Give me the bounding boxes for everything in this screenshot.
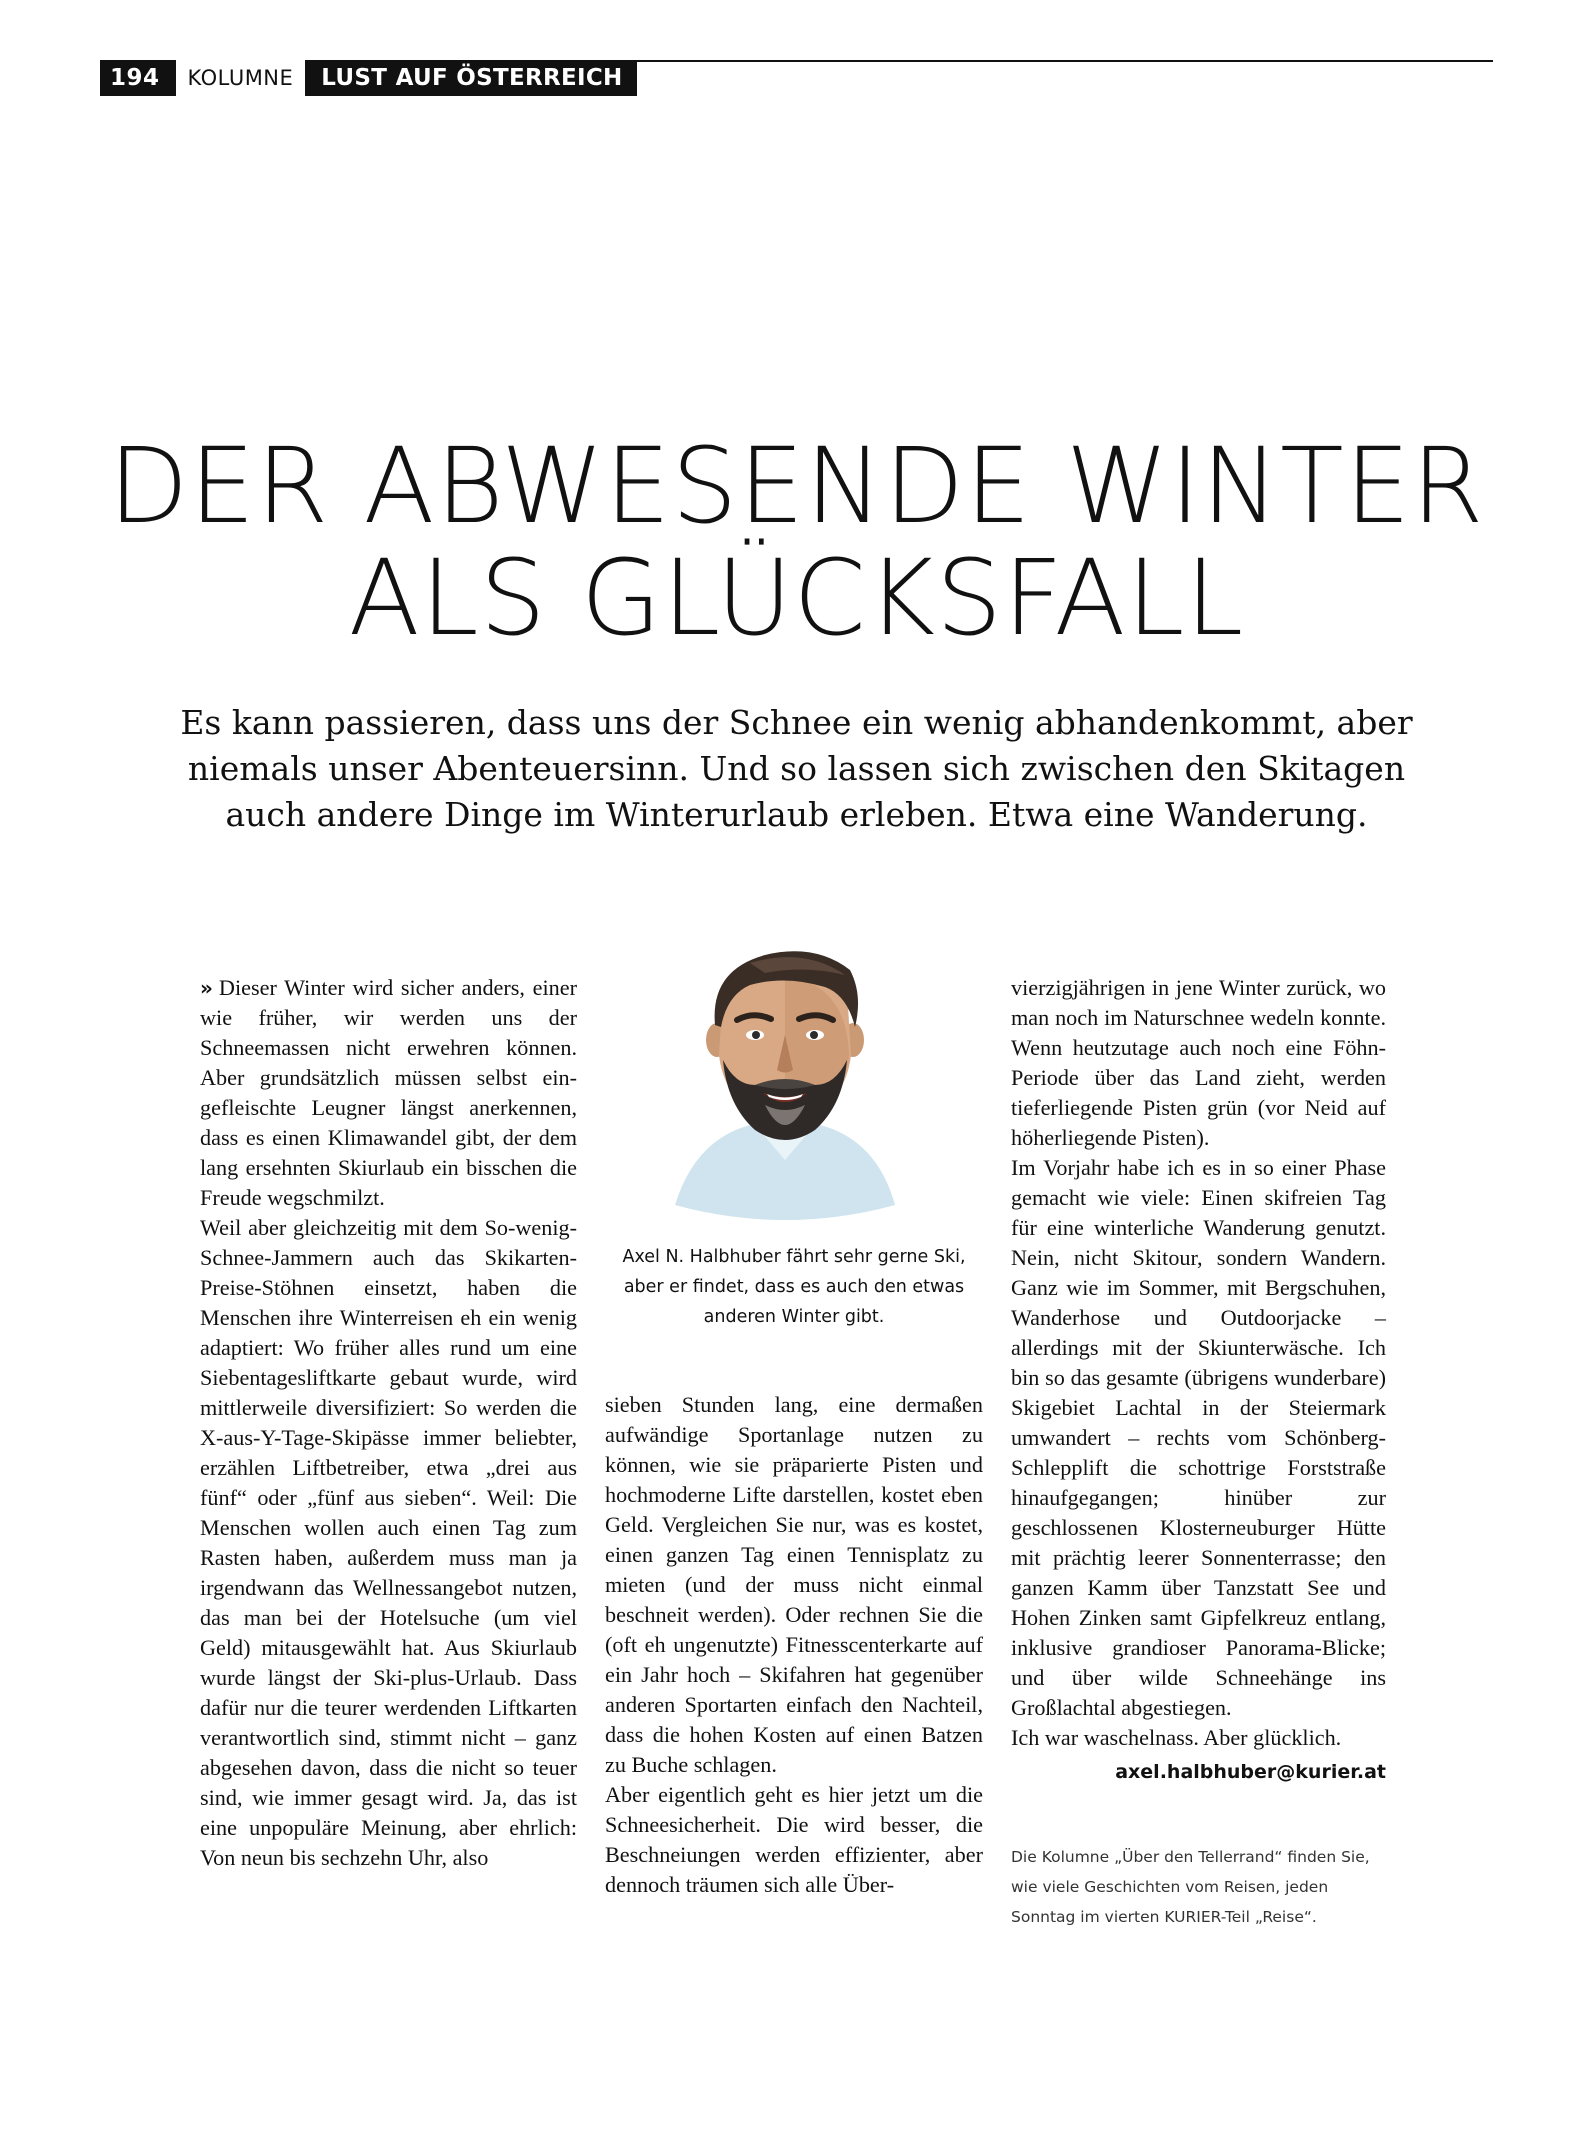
column-footnote: Die Kolumne „Über den Tellerrand“ finden Sie, wie viele Geschichten vom Reisen, jeden Sonntag im vierten KURIER-Teil „Reise“. [1011,1848,1370,1926]
headline-line-1: DER ABWESENDE WINTER [108,425,1485,547]
page-header [100,60,637,96]
intro-marker: » [200,976,213,1000]
article-column-2 [605,1390,983,1900]
article-paragraph [200,973,577,1213]
author-portrait-illustration [655,935,915,1220]
portrait-caption: Axel N. Halbhuber fährt sehr gerne Ski, aber er findet, dass es auch den etwas anderen Winter gibt. [622,1247,966,1327]
lead-paragraph: Es kann passieren, dass uns der Schnee ein wenig abhandenkommt, aber niemals unser Abenteuersinn. Und so lassen sich zwischen den Skitagen auch andere Dinge im Winterurlaub erleben. Etwa eine Wanderung. [180,703,1413,834]
article-column-3 [1011,973,1386,1787]
headline [100,425,1493,659]
headline-line-2: ALS GLÜCKSFALL [348,537,1245,659]
article-paragraph: Weil aber gleichzeitig mit dem So-wenig-Schnee-Jammern auch das Skikarten-Preise-Stöhnen einsetzt, haben die Menschen ihre Winterreisen eh ein wenig adaptiert: Wo früher alles rund um eine Siebentagesliftkarte gebaut wurde, wird mittlerweile diversifiziert: So werden die X-aus-Y-Tage-Skipässe immer beliebter, erzählen Liftbetreiber, etwa „drei aus fünf“ oder „fünf aus sieben“. Weil: Die Menschen wollen auch einen Tag zum Rasten haben, außerdem muss man ja irgendwann das Wellnessangebot nutzen, das man bei der Hotelsuche (um viel Geld) mitausgewählt hat. Aus Skiurlaub wurde längst der Ski-plus-Urlaub. Dass dafür nur die teurer werdenden Liftkarten verantwortlich sind, stimmt nicht – ganz abgesehen davon, dass die nicht so teuer sind, wie immer gesagt wird. Ja, das ist eine unpopuläre Meinung, aber ehrlich: Von neun bis sechzehn Uhr, also [200,1215,577,1870]
article-paragraph: Aber eigentlich geht es hier jetzt um die Schneesicherheit. Die wird besser, die Beschneiungen werden effizienter, aber dennoch träumen sich alle Über- [605,1782,983,1897]
column-series-title: LUST AUF ÖSTERREICH [321,65,623,91]
paragraph-text: Dieser Winter wird sicher anders, einer wie früher, wir werden uns der Schneemassen nicht erwehren können. Aber grundsätzlich müssen selbst eingefleischte Leugner längst anerkennen, dass es einen Klimawandel gibt, der dem lang ersehnten Skiurlaub ein bisschen die Freude wegschmilzt. [200,975,577,1210]
article-paragraph: vierzigjährigen in jene Winter zurück, wo man noch im Naturschnee wedeln konnte. Wenn heutzutage auch noch eine Föhn-Periode über das Land zieht, werden tieferliegende Pisten grün (vor Neid auf höherliegende Pisten). [1011,975,1386,1150]
article-column-1 [200,973,577,1873]
section-label: KOLUMNE [176,60,306,96]
author-email[interactable]: axel.halbhuber@kurier.at [1115,1761,1386,1783]
page-number: 194 [110,65,160,91]
article-paragraph: sieben Stunden lang, eine dermaßen aufwändige Sportanlage nutzen zu können, wie sie präparierte Pisten und hochmoderne Lifte darstellen, kostet eben Geld. Vergleichen Sie nur, was es kostet, einen ganzen Tag einen Tennisplatz zu mieten (und der muss nicht einmal beschneit werden). Oder rechnen Sie die (oft eh ungenutzte) Fitnesscenterkarte auf ein Jahr hoch – Skifahren hat gegenüber anderen Sportarten einfach den Nachteil, dass die hohen Kosten auf einen Batzen zu Buche schlagen. [605,1392,983,1777]
article-paragraph: Im Vorjahr habe ich es in so einer Phase gemacht wie viele: Einen skifreien Tag für eine winterliche Wanderung genutzt. Nein, nicht Skitour, sondern Wandern. Ganz wie im Sommer, mit Bergschuhen, Wanderhose und Outdoorjacke – allerdings mit der Skiunterwäsche. Ich bin so das gesamte (übrigens wunderbare) Skigebiet Lachtal in der Steiermark umwandert – rechts vom Schönberg-Schlepplift die schottrige Forststraße hinaufgegangen; hinüber zur geschlossenen Klosterneuburger Hütte mit prächtig leerer Sonnenterrasse; den ganzen Kamm über Tanzstatt See und Hohen Zinken samt Gipfelkreuz entlang, inklusive grandioser Panorama-Blicke; und über wilde Schneehänge ins Großlachtal abgestiegen. [1011,1155,1386,1720]
article-paragraph: Ich war waschelnass. Aber glücklich. [1011,1725,1342,1750]
